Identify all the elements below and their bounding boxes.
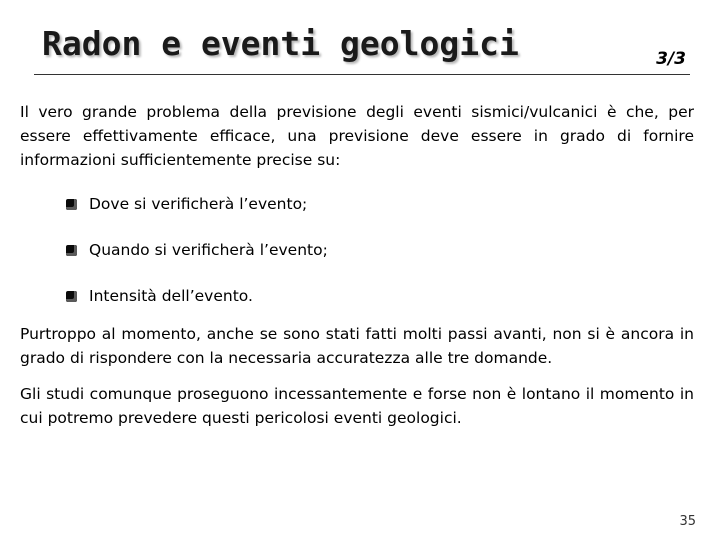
bullet-item-where (66, 192, 694, 216)
bullet-item-when (66, 238, 694, 262)
bullet-list (20, 192, 694, 308)
status-paragraph: Purtroppo al momento, anche se sono stati fatti molti passi avanti, non si è ancora in grado di rispondere con la necessaria accuratezza alle tre domande. (20, 325, 694, 367)
square-bullet-icon (66, 199, 77, 210)
title-divider (34, 74, 690, 75)
square-bullet-icon (66, 291, 77, 302)
slide-body (20, 100, 694, 430)
bullet-label: Dove si verificherà l’evento; (89, 195, 308, 213)
outlook-paragraph: Gli studi comunque proseguono incessantemente e forse non è lontano il momento in cui potremo prevedere questi pericolosi eventi geologici. (20, 385, 694, 427)
slide-title: Radon e eventi geologici (42, 24, 519, 63)
intro-paragraph: Il vero grande problema della previsione degli eventi sismici/vulcanici è che, per essere effettivamente efficace, una previsione deve essere in grado di fornire informazioni sufficientemente precise su: (20, 103, 694, 169)
slide-counter: 3/3 (656, 49, 686, 69)
bullet-label: Quando si verificherà l’evento; (89, 241, 328, 259)
page-number: 35 (679, 514, 696, 529)
bullet-item-intensity (66, 284, 694, 308)
bullet-label: Intensità dell’evento. (89, 287, 253, 305)
square-bullet-icon (66, 245, 77, 256)
